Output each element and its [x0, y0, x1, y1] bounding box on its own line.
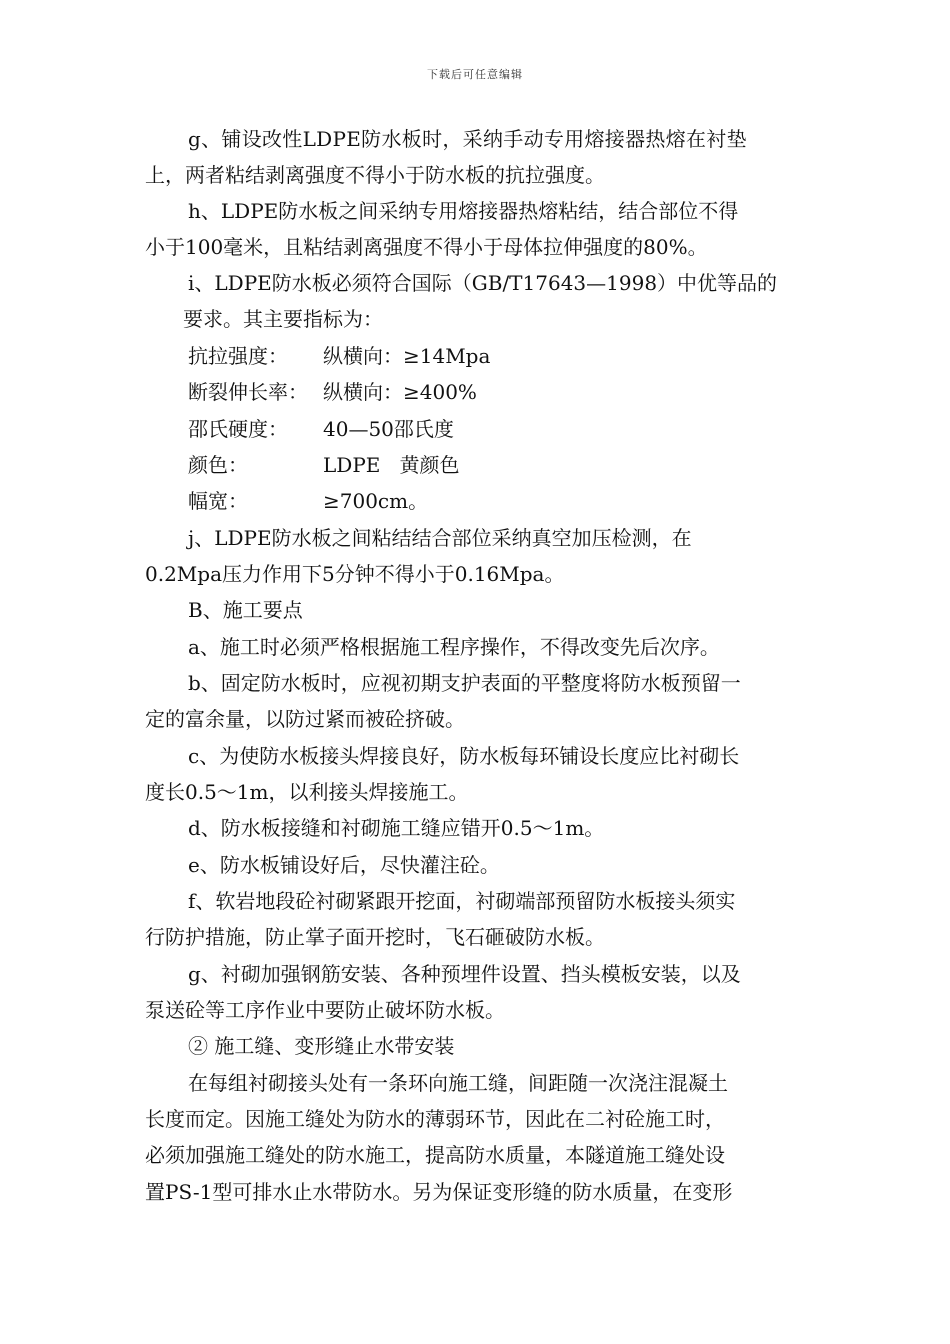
- paragraph-line: 小于100毫米，且粘结剥离强度不得小于母体拉伸强度的80%。: [145, 235, 708, 259]
- paragraph-line: ② 施工缝、变形缝止水带安装: [188, 1034, 455, 1058]
- paragraph-line: 置PS-1型可排水止水带防水。另为保证变形缝的防水质量，在变形: [145, 1180, 733, 1204]
- paragraph-line: 行防护措施，防止掌子面开挖时，飞石砸破防水板。: [145, 925, 605, 949]
- spec-value: 纵横向：≥14Mpa: [323, 344, 491, 368]
- page-header: 下载后可任意编辑: [427, 68, 523, 81]
- spec-label: 颜色：: [188, 453, 248, 477]
- spec-label: 幅宽：: [188, 489, 248, 513]
- paragraph-line: j、LDPE防水板之间粘结结合部位采纳真空加压检测，在: [188, 526, 692, 550]
- spec-value: LDPE 黄颜色: [323, 453, 460, 477]
- paragraph-line: h、LDPE防水板之间采纳专用熔接器热熔粘结，结合部位不得: [188, 199, 739, 223]
- paragraph-line: 定的富余量，以防过紧而被砼挤破。: [145, 707, 465, 731]
- spec-label: 邵氏硬度：: [188, 417, 288, 441]
- paragraph-line: d、防水板接缝和衬砌施工缝应错开0.5～1m。: [188, 816, 605, 840]
- paragraph-line: i、LDPE防水板必须符合国际（GB/T17643—1998）中优等品的: [188, 271, 778, 295]
- paragraph-line: B、施工要点: [188, 598, 303, 622]
- paragraph-line: f、软岩地段砼衬砌紧跟开挖面，衬砌端部预留防水板接头须实: [188, 889, 736, 913]
- paragraph-line: 要求。其主要指标为：: [183, 307, 383, 331]
- paragraph-line: b、固定防水板时，应视初期支护表面的平整度将防水板预留一: [188, 671, 741, 695]
- spec-label: 抗拉强度：: [188, 344, 288, 368]
- paragraph-line: 泵送砼等工序作业中要防止破坏防水板。: [145, 998, 505, 1022]
- paragraph-line: g、衬砌加强钢筋安装、各种预埋件设置、挡头模板安装，以及: [188, 962, 741, 986]
- paragraph-line: 上，两者粘结剥离强度不得小于防水板的抗拉强度。: [145, 163, 605, 187]
- paragraph-line: 必须加强施工缝处的防水施工，提高防水质量，本隧道施工缝处设: [145, 1143, 725, 1167]
- paragraph-line: e、防水板铺设好后，尽快灌注砼。: [188, 853, 500, 877]
- spec-value: 纵横向：≥400%: [323, 380, 477, 404]
- paragraph-line: 度长0.5～1m，以利接头焊接施工。: [145, 780, 469, 804]
- spec-label: 断裂伸长率：: [188, 380, 308, 404]
- spec-value: ≥700cm。: [323, 489, 429, 513]
- paragraph-line: 0.2Mpa压力作用下5分钟不得小于0.16Mpa。: [145, 562, 565, 586]
- paragraph-line: a、施工时必须严格根据施工程序操作，不得改变先后次序。: [188, 635, 720, 659]
- paragraph-line: c、为使防水板接头焊接良好，防水板每环铺设长度应比衬砌长: [188, 744, 740, 768]
- paragraph-line: 长度而定。因施工缝处为防水的薄弱环节，因此在二衬砼施工时，: [145, 1107, 725, 1131]
- spec-value: 40—50邵氏度: [323, 417, 454, 441]
- paragraph-line: g、铺设改性LDPE防水板时，采纳手动专用熔接器热熔在衬垫: [188, 127, 747, 151]
- paragraph-line: 在每组衬砌接头处有一条环向施工缝，间距随一次浇注混凝土: [188, 1071, 728, 1095]
